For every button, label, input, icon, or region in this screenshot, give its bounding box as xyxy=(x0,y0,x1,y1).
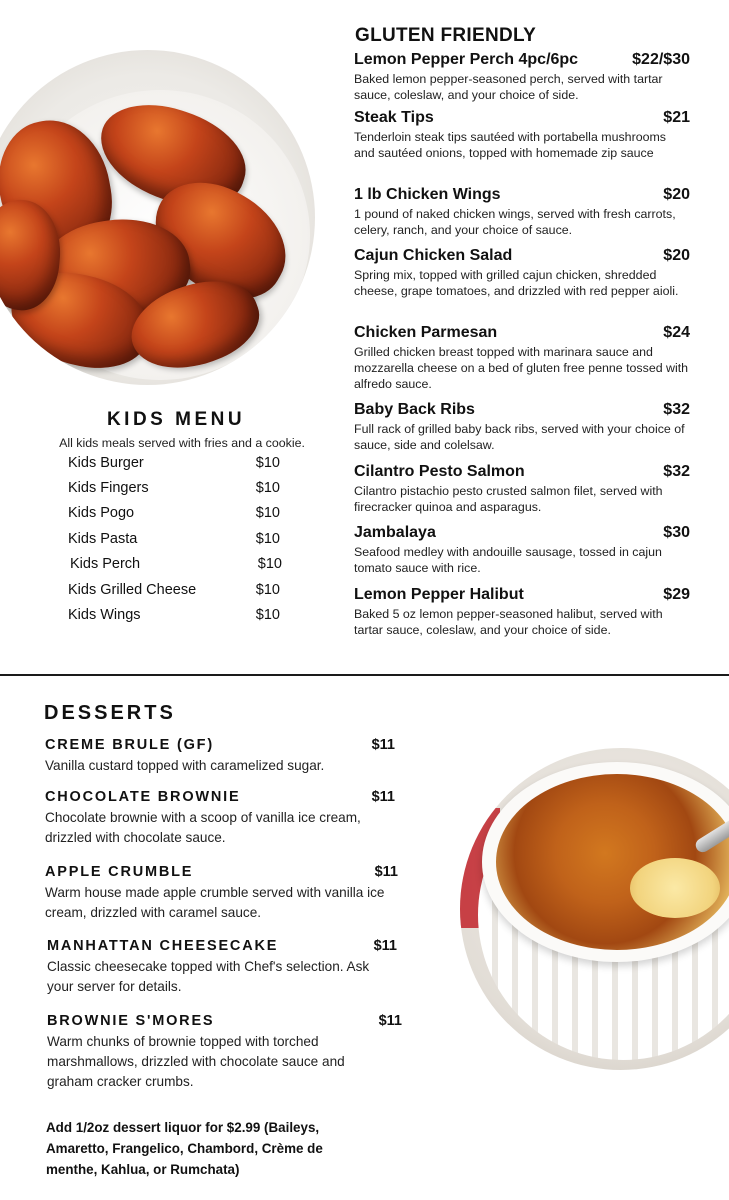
item-description: 1 pound of naked chicken wings, served with fresh carrots, celery, ranch, and your choice of sauce. xyxy=(354,207,676,237)
item-price: $10 xyxy=(255,607,280,623)
dessert-item xyxy=(45,737,395,776)
item-name: Kids Perch xyxy=(70,556,141,572)
item-description: Chocolate brownie with a scoop of vanilla ice cream, drizzled with chocolate sauce. xyxy=(45,810,361,845)
dessert-liquor-note: Add 1/2oz dessert liquor for $2.99 (Baileys, Amaretto, Frangelico, Chambord, Crème de menthe, Kahlua, or Rumchata) xyxy=(46,1120,323,1177)
item-price: $32 xyxy=(663,463,690,480)
dessert-item xyxy=(45,864,398,923)
item-description: Grilled chicken breast topped with marinara sauce and mozzarella cheese on a bed of gluten free penne tossed with alfredo sauce. xyxy=(354,345,689,391)
creme-brulee-photo xyxy=(460,748,729,1070)
item-description: Seafood medley with andouille sausage, tossed in cajun tomato sauce with rice. xyxy=(354,545,662,575)
item-price: $21 xyxy=(663,109,690,126)
kids-item xyxy=(70,556,282,572)
kids-item xyxy=(68,505,280,521)
item-description: Baked 5 oz lemon pepper-seasoned halibut, served with tartar sauce, coleslaw, and your choice of side. xyxy=(354,607,663,637)
chicken-wings-photo xyxy=(0,50,315,385)
kids-menu-title: KIDS MENU xyxy=(106,409,246,430)
item-name: Cajun Chicken Salad xyxy=(354,247,513,264)
item-description: Spring mix, topped with grilled cajun chicken, shredded cheese, grape tomatoes, and drizzled with red pepper aioli. xyxy=(354,268,679,298)
item-description: Classic cheesecake topped with Chef's selection. Ask your server for details. xyxy=(47,959,370,994)
kids-item xyxy=(68,480,280,496)
item-description: Vanilla custard topped with caramelized sugar. xyxy=(45,758,325,773)
menu-item xyxy=(354,401,690,453)
item-price: $11 xyxy=(371,789,395,805)
item-price: $10 xyxy=(257,556,282,572)
item-name: Kids Pogo xyxy=(68,505,135,521)
item-price: $10 xyxy=(255,505,280,521)
item-price: $11 xyxy=(371,737,395,753)
item-description: Tenderloin steak tips sautéed with portabella mushrooms and sautéed onions, topped with homemade zip sauce xyxy=(354,130,666,160)
menu-item xyxy=(354,524,690,576)
item-name: Kids Fingers xyxy=(68,480,149,496)
item-price: $10 xyxy=(255,531,280,547)
menu-item xyxy=(354,463,690,515)
item-description: Warm house made apple crumble served with vanilla ice cream, drizzled with caramel sauce. xyxy=(45,885,385,920)
item-name: Lemon Pepper Perch 4pc/6pc xyxy=(354,51,579,68)
item-price: $11 xyxy=(374,864,398,880)
item-name: Lemon Pepper Halibut xyxy=(354,586,524,603)
dessert-item xyxy=(47,938,397,997)
dessert-item xyxy=(45,789,395,848)
item-name: CREME BRULE (GF) xyxy=(45,737,214,753)
desserts-title: DESSERTS xyxy=(44,702,176,724)
menu-item xyxy=(354,51,690,103)
item-name: APPLE CRUMBLE xyxy=(45,864,194,880)
item-price: $11 xyxy=(378,1013,402,1029)
item-name: BROWNIE S'MORES xyxy=(47,1013,215,1029)
kids-item xyxy=(68,582,280,598)
menu-item xyxy=(354,186,690,238)
item-price: $10 xyxy=(255,455,280,471)
menu-item xyxy=(354,586,690,638)
item-price: $24 xyxy=(663,324,690,341)
kids-item xyxy=(68,455,280,471)
item-price: $29 xyxy=(663,586,690,603)
menu-item xyxy=(354,109,690,161)
kids-item xyxy=(68,531,280,547)
item-price: $20 xyxy=(663,247,690,264)
item-name: CHOCOLATE BROWNIE xyxy=(45,789,241,805)
item-name: Jambalaya xyxy=(354,524,436,541)
item-name: Kids Wings xyxy=(68,607,141,623)
item-price: $22/$30 xyxy=(632,51,690,68)
item-name: Kids Pasta xyxy=(68,531,138,547)
item-name: Chicken Parmesan xyxy=(354,324,498,341)
item-description: Baked lemon pepper-seasoned perch, served with tartar sauce, coleslaw, and your choice of side. xyxy=(354,72,663,102)
item-price: $20 xyxy=(663,186,690,203)
item-name: Cilantro Pesto Salmon xyxy=(354,463,525,480)
item-name: Baby Back Ribs xyxy=(354,401,475,418)
item-price: $11 xyxy=(373,938,397,954)
item-price: $30 xyxy=(663,524,690,541)
item-price: $10 xyxy=(255,582,280,598)
item-name: Steak Tips xyxy=(354,109,434,126)
item-name: MANHATTAN CHEESECAKE xyxy=(47,938,279,954)
item-price: $32 xyxy=(663,401,690,418)
item-price: $10 xyxy=(255,480,280,496)
kids-item xyxy=(68,607,280,623)
dessert-item xyxy=(47,1013,402,1092)
menu-item xyxy=(354,324,690,392)
item-name: 1 lb Chicken Wings xyxy=(354,186,501,203)
item-description: Cilantro pistachio pesto crusted salmon filet, served with firecracker quinoa and asparagus. xyxy=(354,484,663,514)
gluten-friendly-title: GLUTEN FRIENDLY xyxy=(355,25,537,46)
kids-menu-note: All kids meals served with fries and a cookie. xyxy=(59,436,305,450)
item-description: Full rack of grilled baby back ribs, served with your choice of sauce, side and colelsaw. xyxy=(354,422,685,452)
menu-item xyxy=(354,247,690,299)
item-name: Kids Grilled Cheese xyxy=(68,582,197,598)
item-description: Warm chunks of brownie topped with torched marshmallows, drizzled with chocolate sauce and graham cracker crumbs. xyxy=(47,1034,345,1089)
section-divider xyxy=(0,674,729,676)
item-name: Kids Burger xyxy=(68,455,144,471)
